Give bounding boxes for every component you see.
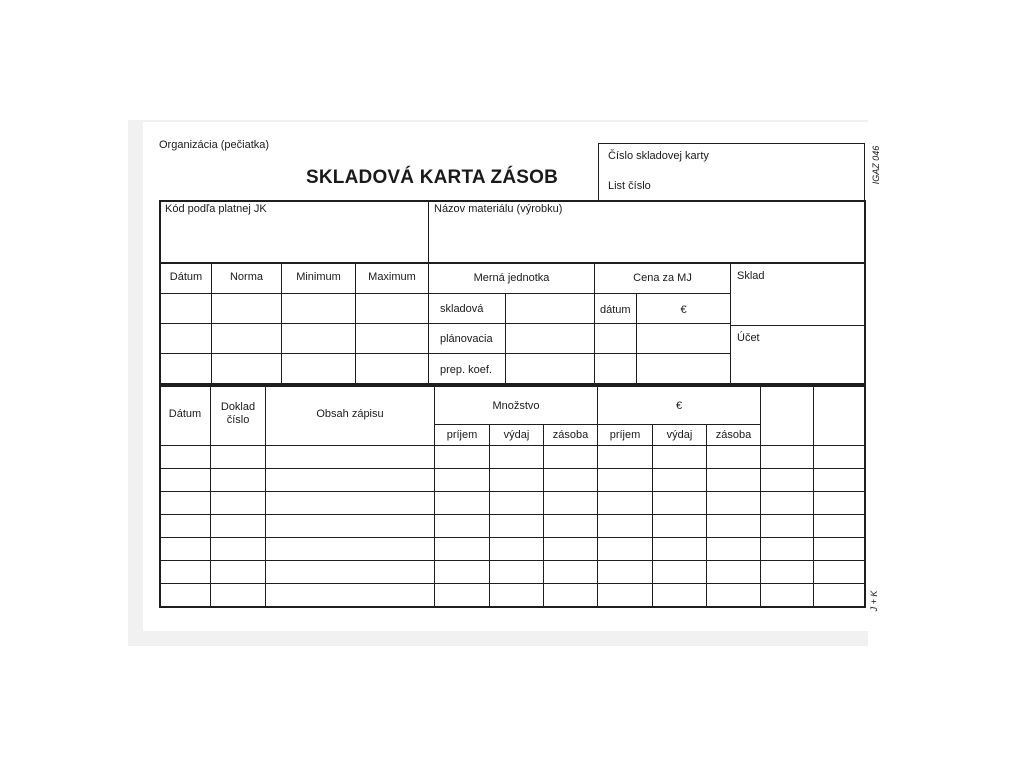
ledger-col-val-receipt bbox=[652, 425, 653, 607]
qty-stock-header: zásoba bbox=[552, 429, 589, 441]
ledger-col-content bbox=[434, 386, 435, 607]
unit-row-planning: plánovacia bbox=[440, 333, 493, 345]
ledger-date-header: Dátum bbox=[168, 408, 202, 420]
qty-receipt-header: príjem bbox=[446, 429, 478, 441]
ledger-quantity-header: Množstvo bbox=[492, 400, 540, 412]
ledger-col-extra bbox=[813, 386, 814, 607]
ledger-doc-header-1: Doklad bbox=[220, 401, 256, 413]
unit-col-divider bbox=[505, 294, 506, 384]
ledger-doc-header-2: číslo bbox=[226, 414, 250, 426]
warehouse-label: Sklad bbox=[737, 270, 765, 282]
form-title: SKLADOVÁ KARTA ZÁSOB bbox=[306, 167, 559, 188]
ledger-content-header: Obsah zápisu bbox=[316, 408, 384, 420]
card-number-label: Číslo skladovej karty bbox=[608, 150, 709, 162]
card-box-left bbox=[598, 143, 599, 201]
section2-top-line bbox=[159, 262, 865, 264]
ledger-col-qty-value bbox=[597, 386, 598, 607]
val-stock-header: zásoba bbox=[715, 429, 752, 441]
form-paper bbox=[143, 122, 874, 631]
sheet-number-label: List číslo bbox=[608, 180, 651, 192]
ledger-col-val-issue bbox=[706, 425, 707, 607]
unit-row-storage: skladová bbox=[440, 303, 484, 315]
ledger-col-qty-receipt bbox=[489, 425, 490, 607]
limits-minimum-header: Minimum bbox=[296, 271, 341, 283]
ledger-value-header: € bbox=[675, 400, 683, 412]
limits-date-header: Dátum bbox=[169, 271, 203, 283]
limits-norm-header: Norma bbox=[229, 271, 263, 283]
section2-header-line bbox=[159, 293, 730, 294]
organization-label: Organizácia (pečiatka) bbox=[159, 139, 270, 151]
price-currency: € bbox=[680, 304, 687, 316]
ledger-col-val-end bbox=[760, 386, 761, 607]
form-code: IGAZ 046 bbox=[871, 145, 881, 185]
code-label: Kód podľa platnej JK bbox=[165, 203, 267, 215]
info-top-line bbox=[159, 200, 865, 202]
unit-header: Merná jednotka bbox=[473, 272, 550, 284]
section2-row-line-2 bbox=[159, 353, 730, 354]
card-box-right bbox=[864, 143, 865, 201]
val-issue-header: výdaj bbox=[666, 429, 693, 441]
printer-mark: J + K bbox=[869, 590, 879, 612]
limits-maximum-header: Maximum bbox=[368, 271, 416, 283]
account-label: Účet bbox=[737, 332, 760, 344]
ledger-col-qty-issue bbox=[543, 425, 544, 607]
price-warehouse-divider bbox=[730, 263, 731, 384]
price-header: Cena za MJ bbox=[633, 272, 692, 284]
material-label: Názov materiálu (výrobku) bbox=[434, 203, 563, 215]
unit-row-coefficient: prep. koef. bbox=[440, 364, 492, 376]
section2-row-line-1 bbox=[159, 323, 730, 324]
card-box-top bbox=[598, 143, 865, 144]
warehouse-account-divider bbox=[730, 325, 865, 326]
val-receipt-header: príjem bbox=[609, 429, 641, 441]
info-divider bbox=[428, 200, 429, 263]
price-date-label: dátum bbox=[600, 304, 631, 316]
qty-issue-header: výdaj bbox=[503, 429, 530, 441]
